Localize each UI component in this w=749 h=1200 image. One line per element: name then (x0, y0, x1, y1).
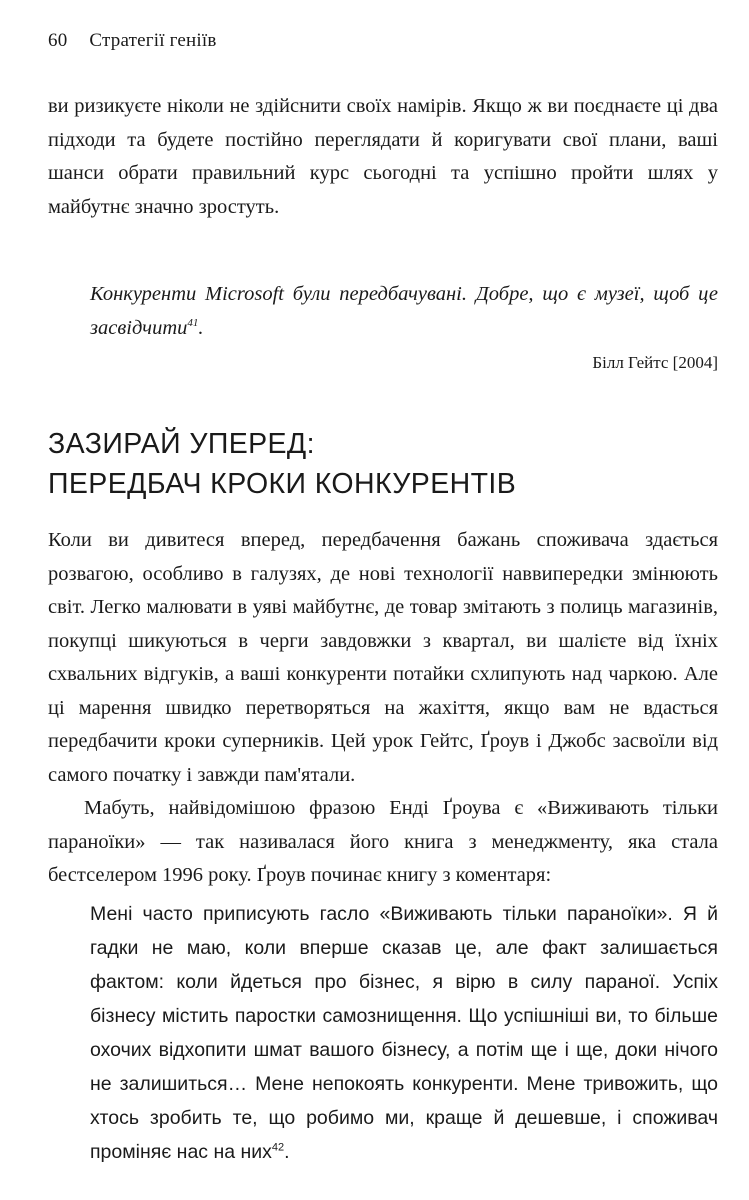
section-heading-line-2: ПЕРЕДБАЧ КРОКИ КОНКУРЕНТІВ (48, 468, 517, 500)
section-paragraph-2: Мабуть, найвідомішою фразою Енді Ґроува є «Виживають тільки параноїки» — так називалася його книга з менеджменту, яка стала бестселером 1996 року. Ґроув починає книгу з коментаря: (48, 797, 718, 886)
running-header (48, 30, 217, 52)
epigraph-end-punct: . (198, 316, 204, 339)
section-paragraph-1: Коли ви дивитеся вперед, передбачення бажань споживача здається розвагою, особливо в галузях, де нові технології наввипередки змінюють світ. Легко малювати в уяві майбутнє, де товар змітають з полиць магазинів, покупці шикуються в черги завдовжки з квартал, ви шалієте від їхніх схвальних відгуків, а ваші конкуренти потайки схлипують над чаркою. Але ці марення швидко перетворяться на жахіття, якщо вам не вдасться передбачити кроки суперників. Цей урок Гейтс, Ґроув і Джобс засвоїли від самого початку і завжди пам'ятали. (48, 529, 718, 786)
epigraph-quote (90, 278, 718, 345)
section-heading (48, 424, 718, 504)
footnote-ref-42: 42 (271, 1141, 285, 1154)
epigraph-attribution: Білл Гейтс [2004] (592, 353, 718, 372)
intro-section (48, 90, 718, 224)
epigraph-text: Конкуренти Microsoft були передбачувані. Добре, що є музеї, щоб це засвідчити (90, 283, 718, 339)
intro-paragraph: ви ризикуєте ніколи не здійснити своїх намірів. Якщо ж ви поєднаєте ці два підходи та будете постійно переглядати й коригувати свої плани, ваші шанси обрати правильний курс сьогодні та успішно пройти шлях у майбутнє значно зростуть. (48, 95, 718, 218)
running-title: Стратегії геніїв (89, 30, 217, 51)
page-number: 60 (48, 30, 68, 51)
block-quote-text: Мені часто приписують гасло «Виживають тільки параноїки». Я й гадки не маю, коли вперше сказав це, але факт залишається фактом: коли йдеться про бізнес, я вірю в силу параної. Успіх бізнесу містить паростки самознищення. Що успішніші ви, то більше охочих відхопити шмат вашого бізнесу, а потім ще і ще, доки нічого не залишиться… Мене непокоять конкуренти. Мене тривожить, що хтось зробить те, що робимо ми, краще й дешевше, і споживач проміняє нас на них (90, 903, 718, 1163)
block-quote-end-punct: . (284, 1141, 290, 1163)
block-quote (90, 897, 718, 1169)
footnote-ref-41: 41 (187, 316, 199, 329)
section-body (48, 524, 718, 893)
epigraph-block (90, 278, 718, 373)
section-heading-line-1: ЗАЗИРАЙ УПЕРЕД: (48, 428, 315, 460)
